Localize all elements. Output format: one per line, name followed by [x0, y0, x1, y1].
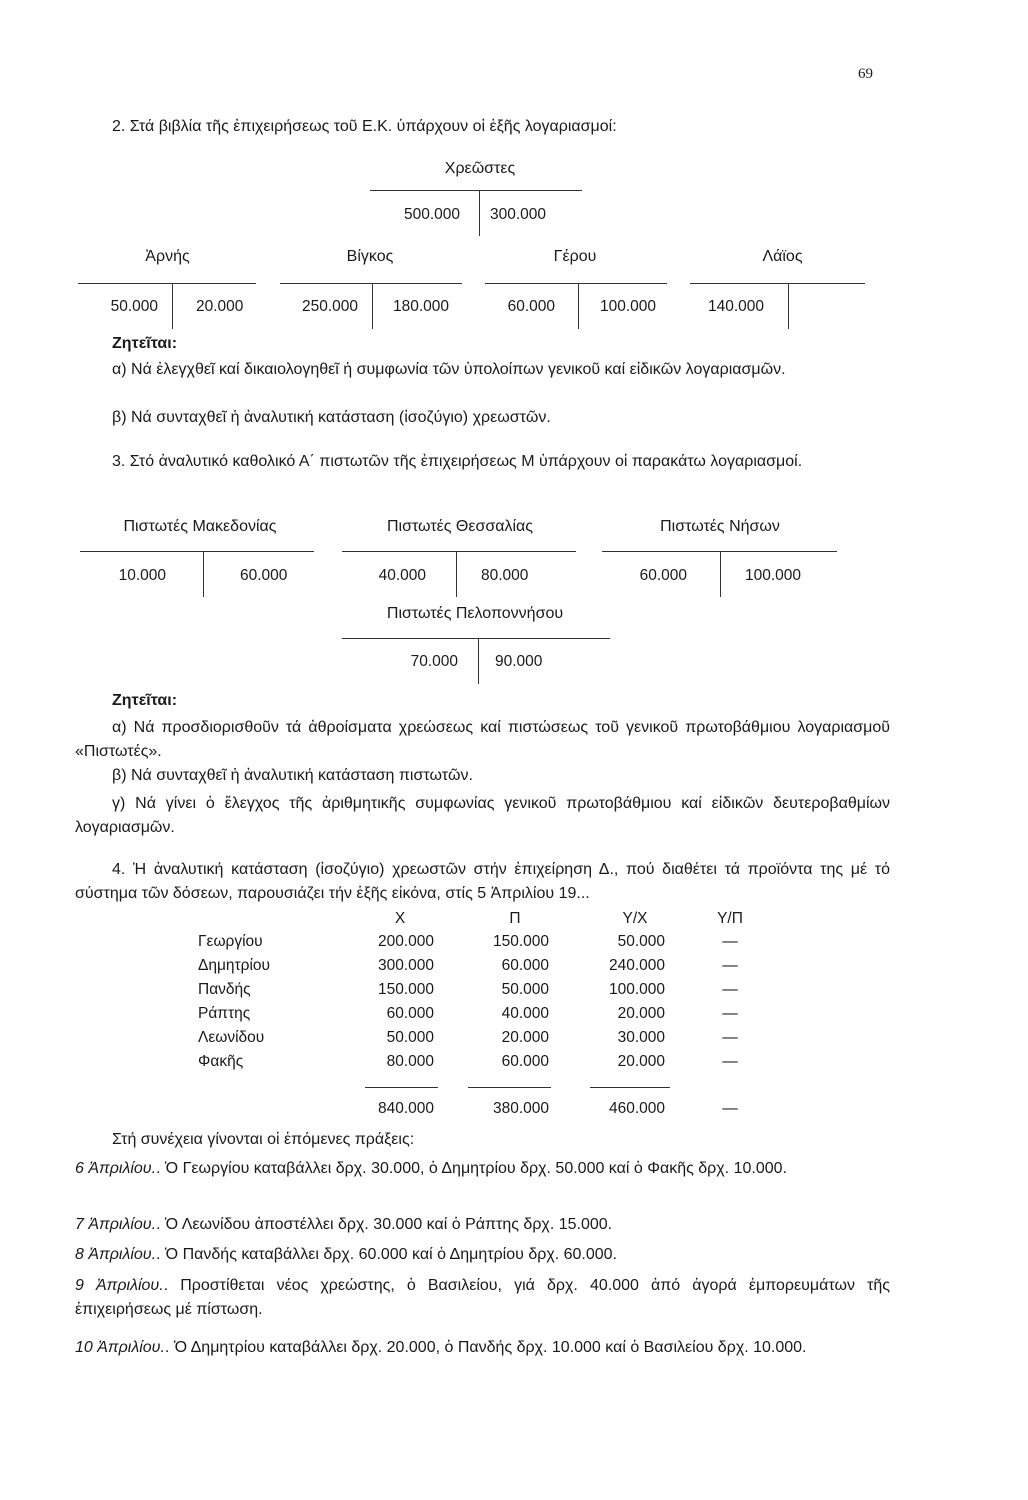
page-number: 69: [858, 66, 873, 82]
t-account-credit: 20.000: [196, 298, 244, 315]
t-account-hline: [80, 551, 314, 552]
t-account-title: Πιστωτές Θεσσαλίας: [386, 518, 534, 535]
requirement-a-text: α) Νά ἐλεγχθεῖ καί δικαιολογηθεῖ ἡ συμφωνία τῶν ὑπολοίπων γενικοῦ καί εἰδικῶν λογαριασμῶν.: [112, 361, 786, 378]
transaction: [75, 1336, 890, 1360]
cell-x: 60.000: [386, 1005, 434, 1022]
t-account-debit: 60.000: [639, 567, 687, 584]
row-name: Λεωνίδου: [198, 1029, 265, 1046]
t-account-vline: [479, 190, 480, 236]
requirement-b-text: β) Νά συνταχθεῖ ἡ ἀναλυτική κατάσταση (ἰσοζύγιο) χρεωστῶν.: [112, 409, 551, 426]
totals-divider: [365, 1087, 438, 1088]
t-account-debit: 70.000: [410, 653, 458, 670]
ex3-intro-text: 3. Στό ἀναλυτικό καθολικό Α΄ πιστωτῶν τῆς ἐπιχειρήσεως Μ ὑπάρχουν οἱ παρακάτω λογαριασμοί.: [112, 453, 803, 470]
cell-yp: —: [722, 933, 738, 950]
cell-p: 20.000: [501, 1029, 549, 1046]
row-name: Δημητρίου: [198, 957, 271, 974]
requirement-b: [75, 406, 890, 430]
ex3-intro: [75, 450, 890, 474]
t-account-title: Πιστωτές Πελοποννήσου: [386, 605, 564, 622]
total-yp: —: [722, 1100, 738, 1117]
cell-yx: 50.000: [617, 933, 665, 950]
t-account-vline: [578, 283, 579, 329]
t-account-debit: 250.000: [301, 298, 358, 315]
t-account-title: Γέρου: [553, 248, 597, 265]
cell-p: 60.000: [501, 957, 549, 974]
column-header: Υ/Χ: [622, 910, 648, 927]
t-account-title: Λάϊος: [762, 248, 803, 265]
cell-p: 50.000: [501, 981, 549, 998]
t-account-title: Πιστωτές Μακεδονίας: [123, 518, 277, 535]
t-account-debit: 140.000: [707, 298, 764, 315]
transaction: [75, 1213, 890, 1237]
ex4-intro-text: 4. Ἡ ἀναλυτική κατάσταση (ἰσοζύγιο) χρεωστῶν στήν ἐπιχείρηση Δ., πού διαθέτει τά προϊόντα της μέ τό σύστημα τῶν δόσεων, παρουσιάζει τήν ἑξῆς εἰκόνα, στίς 5 Ἀπριλίου 19...: [75, 861, 890, 902]
requirement-b-text: β) Νά συνταχθεῖ ἡ ἀναλυτική κατάσταση πιστωτῶν.: [112, 767, 473, 784]
cell-yx: 20.000: [617, 1005, 665, 1022]
transaction: [75, 1243, 890, 1267]
transaction: [75, 1274, 890, 1322]
t-account-debit: 500.000: [403, 206, 460, 223]
requirement-c-text: γ) Νά γίνει ὁ ἔλεγχος τῆς ἀριθμητικῆς συμφωνίας γενικοῦ πρωτοβάθμιου καί εἰδικῶν δευτεροβαθμίων λογαριασμῶν.: [75, 795, 890, 836]
cell-yx: 240.000: [608, 957, 665, 974]
t-account-credit: 300.000: [490, 206, 547, 223]
requirement-a-text: α) Νά προσδιορισθοῦν τά ἀθροίσματα χρεώσεως καί πιστώσεως τοῦ γενικοῦ πρωτοβάθμιου λογαριασμοῦ «Πιστωτές».: [75, 719, 890, 760]
cell-p: 150.000: [492, 933, 549, 950]
total-x: 840.000: [377, 1100, 434, 1117]
t-account-hline: [690, 283, 865, 284]
transaction-date: 8 Ἀπριλίου.: [75, 1246, 157, 1263]
cell-yp: —: [722, 981, 738, 998]
t-account-credit: 100.000: [745, 567, 802, 584]
t-account-title: Βίγκος: [346, 248, 394, 265]
t-account-debit: 50.000: [110, 298, 158, 315]
cell-yx: 30.000: [617, 1029, 665, 1046]
t-account-vline: [788, 283, 789, 329]
t-account-title: Ἀρνής: [145, 248, 190, 265]
cell-yp: —: [722, 1005, 738, 1022]
cell-x: 200.000: [377, 933, 434, 950]
transaction-date: 10 Ἀπριλίου.: [75, 1339, 165, 1356]
t-account-hline: [280, 283, 462, 284]
requirement-a: [75, 716, 890, 764]
transaction-date: 6 Ἀπριλίου.: [75, 1160, 157, 1177]
t-account-debit: 40.000: [378, 567, 426, 584]
cell-yp: —: [722, 1029, 738, 1046]
cell-yp: —: [722, 957, 738, 974]
cell-x: 50.000: [386, 1029, 434, 1046]
cell-p: 40.000: [501, 1005, 549, 1022]
total-yx: 460.000: [608, 1100, 665, 1117]
t-account-vline: [456, 551, 457, 597]
transaction: [75, 1157, 890, 1181]
transaction-text: . Ὁ Πανδής καταβάλλει δρχ. 60.000 καί ὁ Δημητρίου δρχ. 60.000.: [156, 1246, 617, 1263]
required-heading: Ζητεῖται:: [112, 692, 178, 709]
transaction-date: 9 Ἀπριλίου.: [75, 1277, 164, 1294]
t-account-hline: [485, 283, 667, 284]
t-account-hline: [342, 638, 610, 639]
t-account-credit: 90.000: [495, 653, 543, 670]
requirement-a: [75, 358, 890, 382]
column-header: Χ: [394, 910, 406, 927]
t-account-hline: [342, 551, 576, 552]
cell-yp: —: [722, 1053, 738, 1070]
t-account-credit: 60.000: [240, 567, 288, 584]
t-account-vline: [720, 551, 721, 597]
t-account-vline: [372, 283, 373, 329]
t-account-title: Πιστωτές Νήσων: [660, 518, 780, 535]
t-account-title: Χρεῶστες: [444, 160, 516, 177]
cell-p: 60.000: [501, 1053, 549, 1070]
transaction-text: . Ὁ Δημητρίου καταβάλλει δρχ. 20.000, ὁ Πανδής δρχ. 10.000 καί ὁ Βασιλείου δρχ. 10.000.: [164, 1339, 807, 1356]
row-name: Πανδής: [198, 981, 251, 998]
column-header: Υ/Π: [717, 910, 743, 927]
followup-text: Στή συνέχεια γίνονται οἱ ἑπόμενες πράξεις:: [112, 1131, 415, 1148]
t-account-debit: 60.000: [507, 298, 555, 315]
requirement-b: [75, 764, 890, 788]
t-account-hline: [78, 283, 256, 284]
ex4-intro: [75, 858, 890, 906]
t-account-hline: [370, 190, 582, 191]
cell-x: 300.000: [377, 957, 434, 974]
total-p: 380.000: [492, 1100, 549, 1117]
ex2-intro: 2. Στά βιβλία τῆς ἐπιχειρήσεως τοῦ Ε.Κ. ὑπάρχουν οἱ ἑξῆς λογαριασμοί:: [112, 118, 617, 135]
transaction-text: . Προστίθεται νέος χρεώστης, ὁ Βασιλείου, γιά δρχ. 40.000 ἀπό ἀγορά ἐμπορευμάτων τῆς ἐπιχειρήσεως μέ πίστωση.: [75, 1277, 891, 1318]
t-account-vline: [478, 638, 479, 684]
t-account-vline: [172, 283, 173, 329]
transaction-text: . Ὁ Λεωνίδου ἀποστέλλει δρχ. 30.000 καί ὁ Ράπτης δρχ. 15.000.: [156, 1216, 613, 1233]
cell-x: 150.000: [377, 981, 434, 998]
required-heading: Ζητεῖται:: [112, 335, 178, 352]
t-account-debit: 10.000: [118, 567, 166, 584]
requirement-c: [75, 792, 890, 840]
t-account-credit: 80.000: [481, 567, 529, 584]
row-name: Φακῆς: [198, 1053, 244, 1070]
row-name: Ράπτης: [198, 1005, 251, 1022]
totals-divider: [590, 1087, 670, 1088]
t-account-credit: 180.000: [393, 298, 450, 315]
column-header: Π: [509, 910, 521, 927]
cell-yx: 100.000: [608, 981, 665, 998]
totals-divider: [468, 1087, 551, 1088]
transaction-text: . Ὁ Γεωργίου καταβάλλει δρχ. 30.000, ὁ Δημητρίου δρχ. 50.000 καί ὁ Φακῆς δρχ. 10.000.: [156, 1160, 787, 1177]
t-account-credit: 100.000: [600, 298, 657, 315]
cell-yx: 20.000: [617, 1053, 665, 1070]
transaction-date: 7 Ἀπριλίου.: [75, 1216, 157, 1233]
row-name: Γεωργίου: [198, 933, 263, 950]
cell-x: 80.000: [386, 1053, 434, 1070]
t-account-vline: [203, 551, 204, 597]
